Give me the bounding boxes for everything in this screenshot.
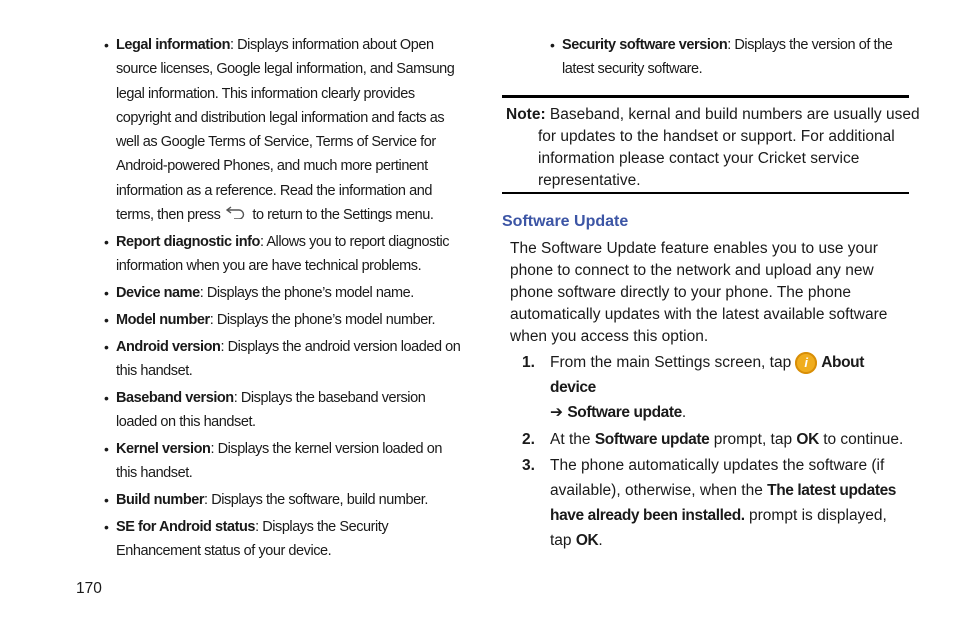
list-item: • Device name: Displays the phone’s model name. (104, 281, 466, 305)
list-item: • Legal information: Displays information about Open source licenses, Google legal information, and Samsung legal information. This information clearly provides copyright and distribution legal information and facts as well as Google Terms of Service, Terms of Service for Android-powered Phones, and much more pertinent information as a reference. Read the information and terms, then press to return to the Settings menu. (104, 33, 466, 227)
back-arrow-icon (226, 203, 246, 227)
note-label: Note: (506, 106, 546, 123)
steps-list (522, 350, 912, 555)
arrow-icon: ➔ (550, 404, 563, 421)
list-item: • Model number: Displays the phone’s model number. (104, 308, 466, 332)
list-item: • Report diagnostic info: Allows you to report diagnostic information when you are have technical problems. (104, 230, 466, 279)
list-item: • SE for Android status: Displays the Security Enhancement status of your device. (104, 515, 466, 564)
list-item: • Android version: Displays the android version loaded on this handset. (104, 335, 466, 384)
step-item: 1. From the main Settings screen, tap i About device ➔ Software update. (522, 350, 912, 425)
list-item: • Security software version: Displays the version of the latest security software. (550, 33, 910, 82)
right-column-top (550, 33, 910, 84)
left-column (104, 33, 466, 566)
section-body: The Software Update feature enables you to use your phone to connect to the network and upload any new phone software directly to your phone. The phone automatically updates with the latest available software when you access this option. (510, 240, 888, 345)
list-item: • Kernel version: Displays the kernel version loaded on this handset. (104, 437, 466, 486)
list-item: • Build number: Displays the software, build number. (104, 488, 466, 512)
section-title: Software Update (502, 213, 629, 230)
list-item: • Baseband version: Displays the baseband version loaded on this handset. (104, 386, 466, 435)
note-text: Baseband, kernal and build numbers are usually used for updates to the handset or support. For additional information please contact your Cricket service representative. (538, 106, 920, 189)
step-item: 2. At the Software update prompt, tap OK to continue. (522, 430, 904, 448)
item-term: Legal information (116, 37, 230, 53)
page-number: 170 (76, 580, 102, 597)
step-item: 3. The phone automatically updates the software (if available), otherwise, when the The latest updates have already been installed. prompt is displayed, tap OK. (522, 457, 897, 549)
note-box (502, 95, 920, 194)
info-icon: i (795, 352, 817, 374)
